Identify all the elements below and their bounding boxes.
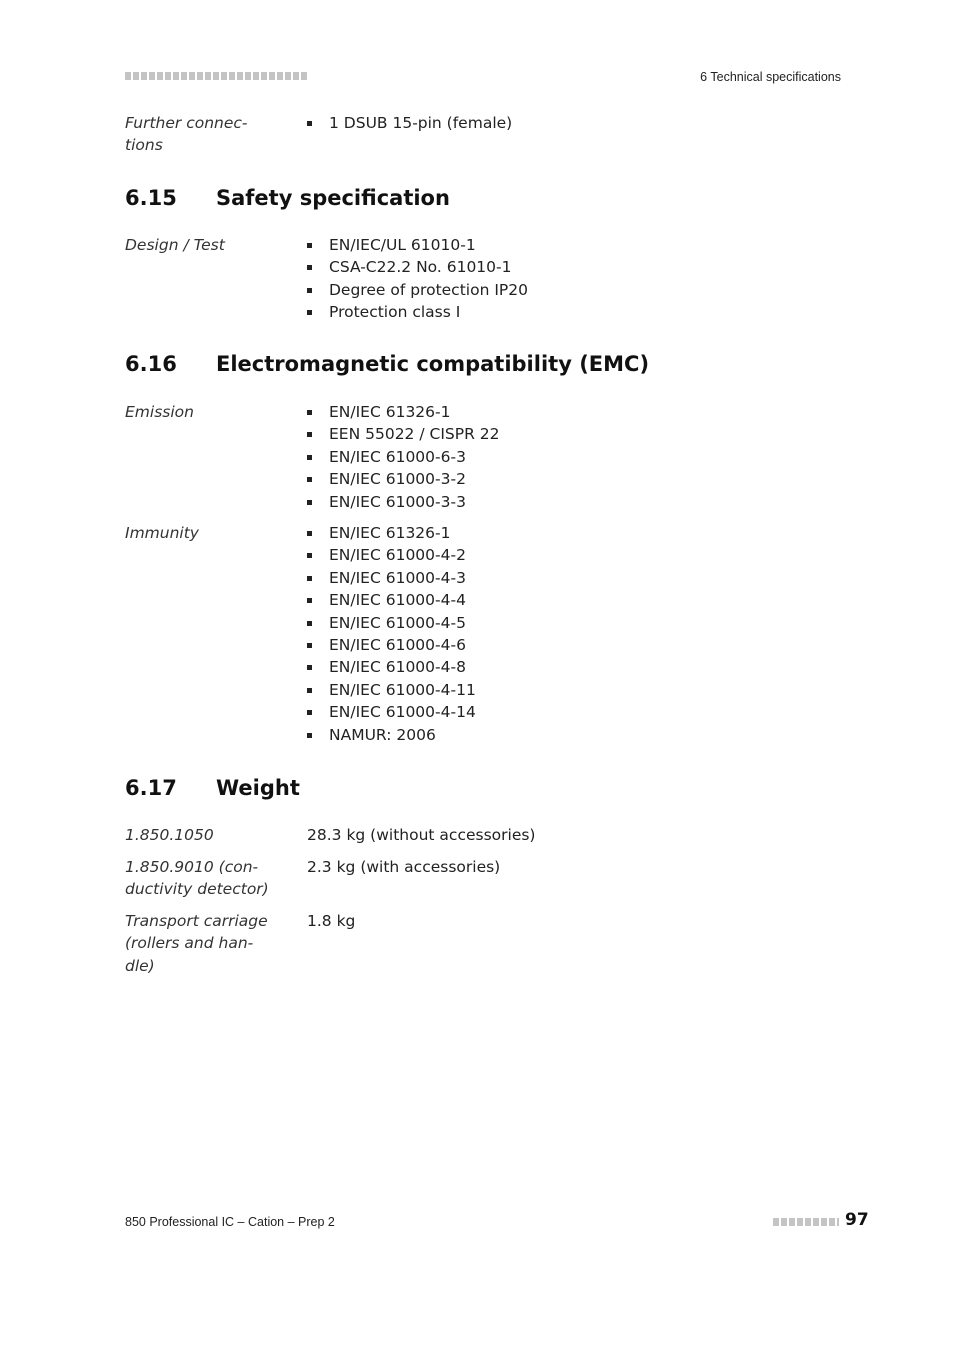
- bullet-icon: [307, 598, 312, 603]
- weight-row-value: 28.3 kg (without accessories): [307, 826, 536, 844]
- bullet-icon: [307, 265, 312, 270]
- connections-label: Further connec- tions: [125, 114, 248, 155]
- section-number: 6.16: [125, 352, 177, 376]
- weight-row-label: 1.850.1050: [125, 826, 214, 844]
- bullet-icon: [307, 310, 312, 315]
- emission-list: [307, 401, 500, 513]
- bullet-icon: [307, 455, 312, 460]
- bullet-icon: [307, 643, 312, 648]
- list-item: EEN 55022 / CISPR 22: [307, 423, 500, 445]
- bullet-icon: [307, 243, 312, 248]
- list-item: EN/IEC 61326-1: [307, 522, 476, 544]
- list-item: EN/IEC 61000-4-3: [307, 567, 476, 589]
- section-number: 6.17: [125, 776, 177, 800]
- section-heading-emc: [125, 352, 649, 376]
- emission-label: Emission: [125, 403, 194, 421]
- bullet-icon: [307, 621, 312, 626]
- safety-list: [307, 234, 528, 324]
- list-item: EN/IEC 61000-3-2: [307, 468, 500, 490]
- list-item: EN/IEC 61000-4-2: [307, 544, 476, 566]
- list-item: EN/IEC 61000-4-5: [307, 612, 476, 634]
- bullet-icon: [307, 500, 312, 505]
- bullet-icon: [307, 576, 312, 581]
- page-number: 97: [845, 1210, 869, 1230]
- bullet-icon: [307, 688, 312, 693]
- list-item: EN/IEC 61000-4-14: [307, 701, 476, 723]
- bullet-icon: [307, 121, 312, 126]
- list-item: EN/IEC 61000-4-4: [307, 589, 476, 611]
- bullet-icon: [307, 410, 312, 415]
- list-item: EN/IEC 61000-4-6: [307, 634, 476, 656]
- running-header-chapter: 6 Technical specifications: [700, 70, 841, 84]
- immunity-label: Immunity: [125, 524, 199, 542]
- list-item: EN/IEC 61000-4-8: [307, 656, 476, 678]
- list-item: EN/IEC 61000-6-3: [307, 446, 500, 468]
- section-heading-weight: [125, 776, 300, 800]
- list-item: Degree of protection IP20: [307, 279, 528, 301]
- footer-decoration: [773, 1218, 839, 1226]
- bullet-icon: [307, 710, 312, 715]
- list-item: EN/IEC 61000-4-11: [307, 679, 476, 701]
- list-item: 1 DSUB 15-pin (female): [307, 112, 512, 134]
- design-test-label: Design / Test: [125, 236, 225, 254]
- list-item: NAMUR: 2006: [307, 724, 476, 746]
- list-item: Protection class I: [307, 301, 528, 323]
- bullet-icon: [307, 288, 312, 293]
- list-item: EN/IEC 61326-1: [307, 401, 500, 423]
- section-title: Weight: [216, 776, 300, 800]
- list-item: EN/IEC 61000-3-3: [307, 491, 500, 513]
- immunity-list: [307, 522, 476, 746]
- list-item: EN/IEC/UL 61010-1: [307, 234, 528, 256]
- header-decoration: [125, 72, 307, 80]
- bullet-icon: [307, 531, 312, 536]
- connections-list: [307, 112, 512, 134]
- footer-product-name: 850 Professional IC – Cation – Prep 2: [125, 1215, 335, 1229]
- weight-row-value: 1.8 kg: [307, 912, 356, 930]
- bullet-icon: [307, 432, 312, 437]
- bullet-icon: [307, 665, 312, 670]
- section-number: 6.15: [125, 186, 177, 210]
- section-title: Electromagnetic compatibility (EMC): [216, 352, 650, 376]
- section-title: Safety specification: [216, 186, 450, 210]
- bullet-icon: [307, 477, 312, 482]
- weight-row-label: Transport carriage (rollers and han- dle): [125, 912, 268, 975]
- weight-row-value: 2.3 kg (with accessories): [307, 858, 501, 876]
- bullet-icon: [307, 733, 312, 738]
- list-item: CSA-C22.2 No. 61010-1: [307, 256, 528, 278]
- bullet-icon: [307, 553, 312, 558]
- section-heading-safety: [125, 186, 450, 210]
- weight-row-label: 1.850.9010 (con- ductivity detector): [125, 858, 269, 899]
